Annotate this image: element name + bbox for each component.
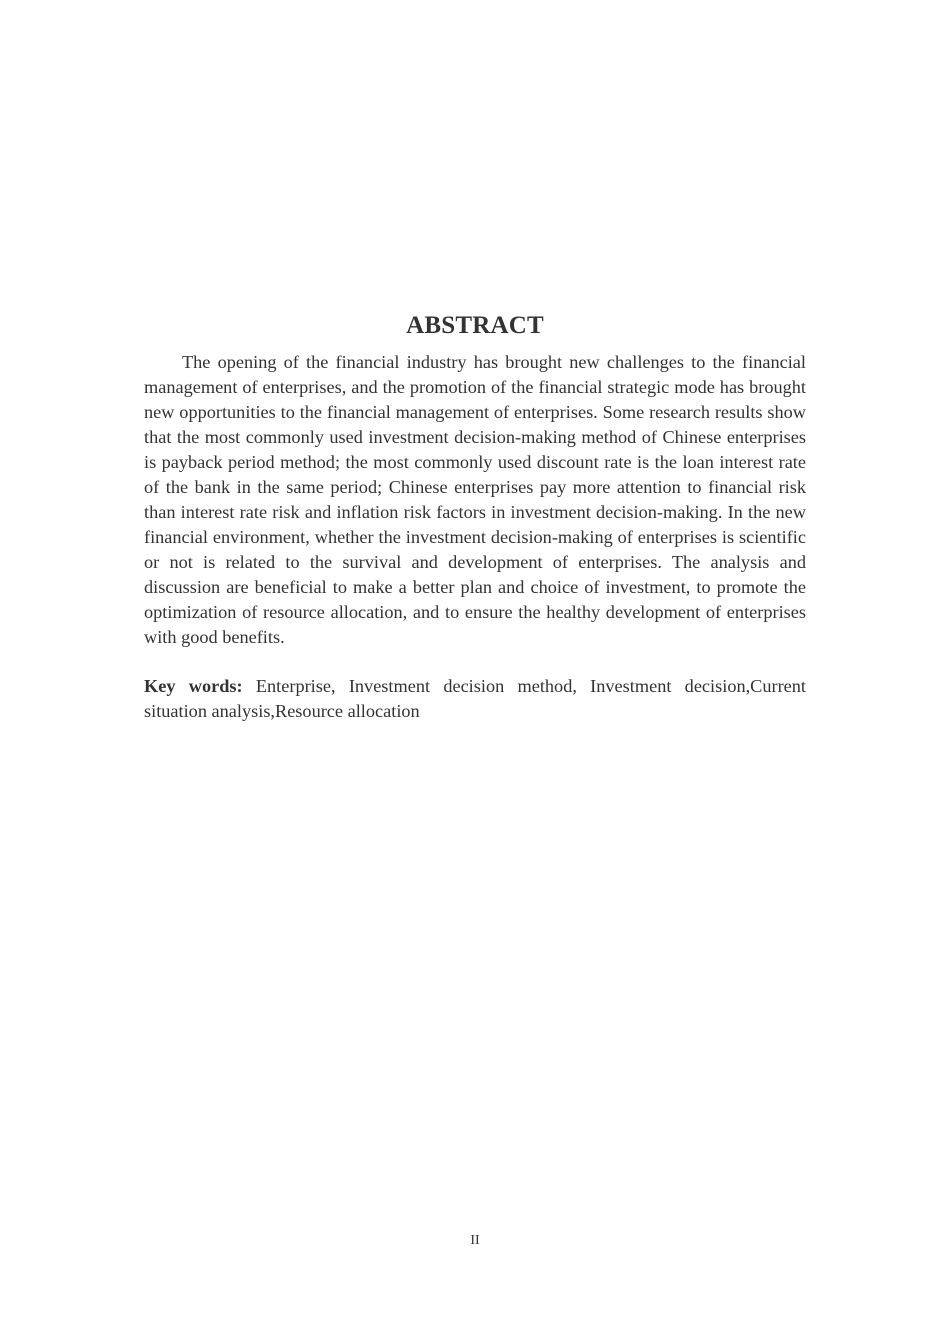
page-title: ABSTRACT xyxy=(406,312,544,339)
page-number: II xyxy=(470,1233,480,1248)
keywords-line xyxy=(144,674,806,724)
keywords-label: Key words: xyxy=(144,676,243,696)
abstract-paragraph: The opening of the financial industry has brought new challenges to the financial management of enterprises, and the promotion of the financial strategic mode has brought new opportunities to the financial management of enterprises. Some research results show that the most commonly used investment decision-making method of Chinese enterprises is payback period method; the most commonly used discount rate is the loan interest rate of the bank in the same period; Chinese enterprises pay more attention to financial risk than interest rate risk and inflation risk factors in investment decision-making. In the new financial environment, whether the investment decision-making of enterprises is scientific or not is related to the survival and development of enterprises. The analysis and discussion are beneficial to make a better plan and choice of investment, to promote the optimization of resource allocation, and to ensure the healthy development of enterprises with good benefits. xyxy=(144,352,806,647)
keywords-text: Enterprise, Investment decision method, Investment decision,Current situation analysis,Resource allocation xyxy=(144,676,807,721)
